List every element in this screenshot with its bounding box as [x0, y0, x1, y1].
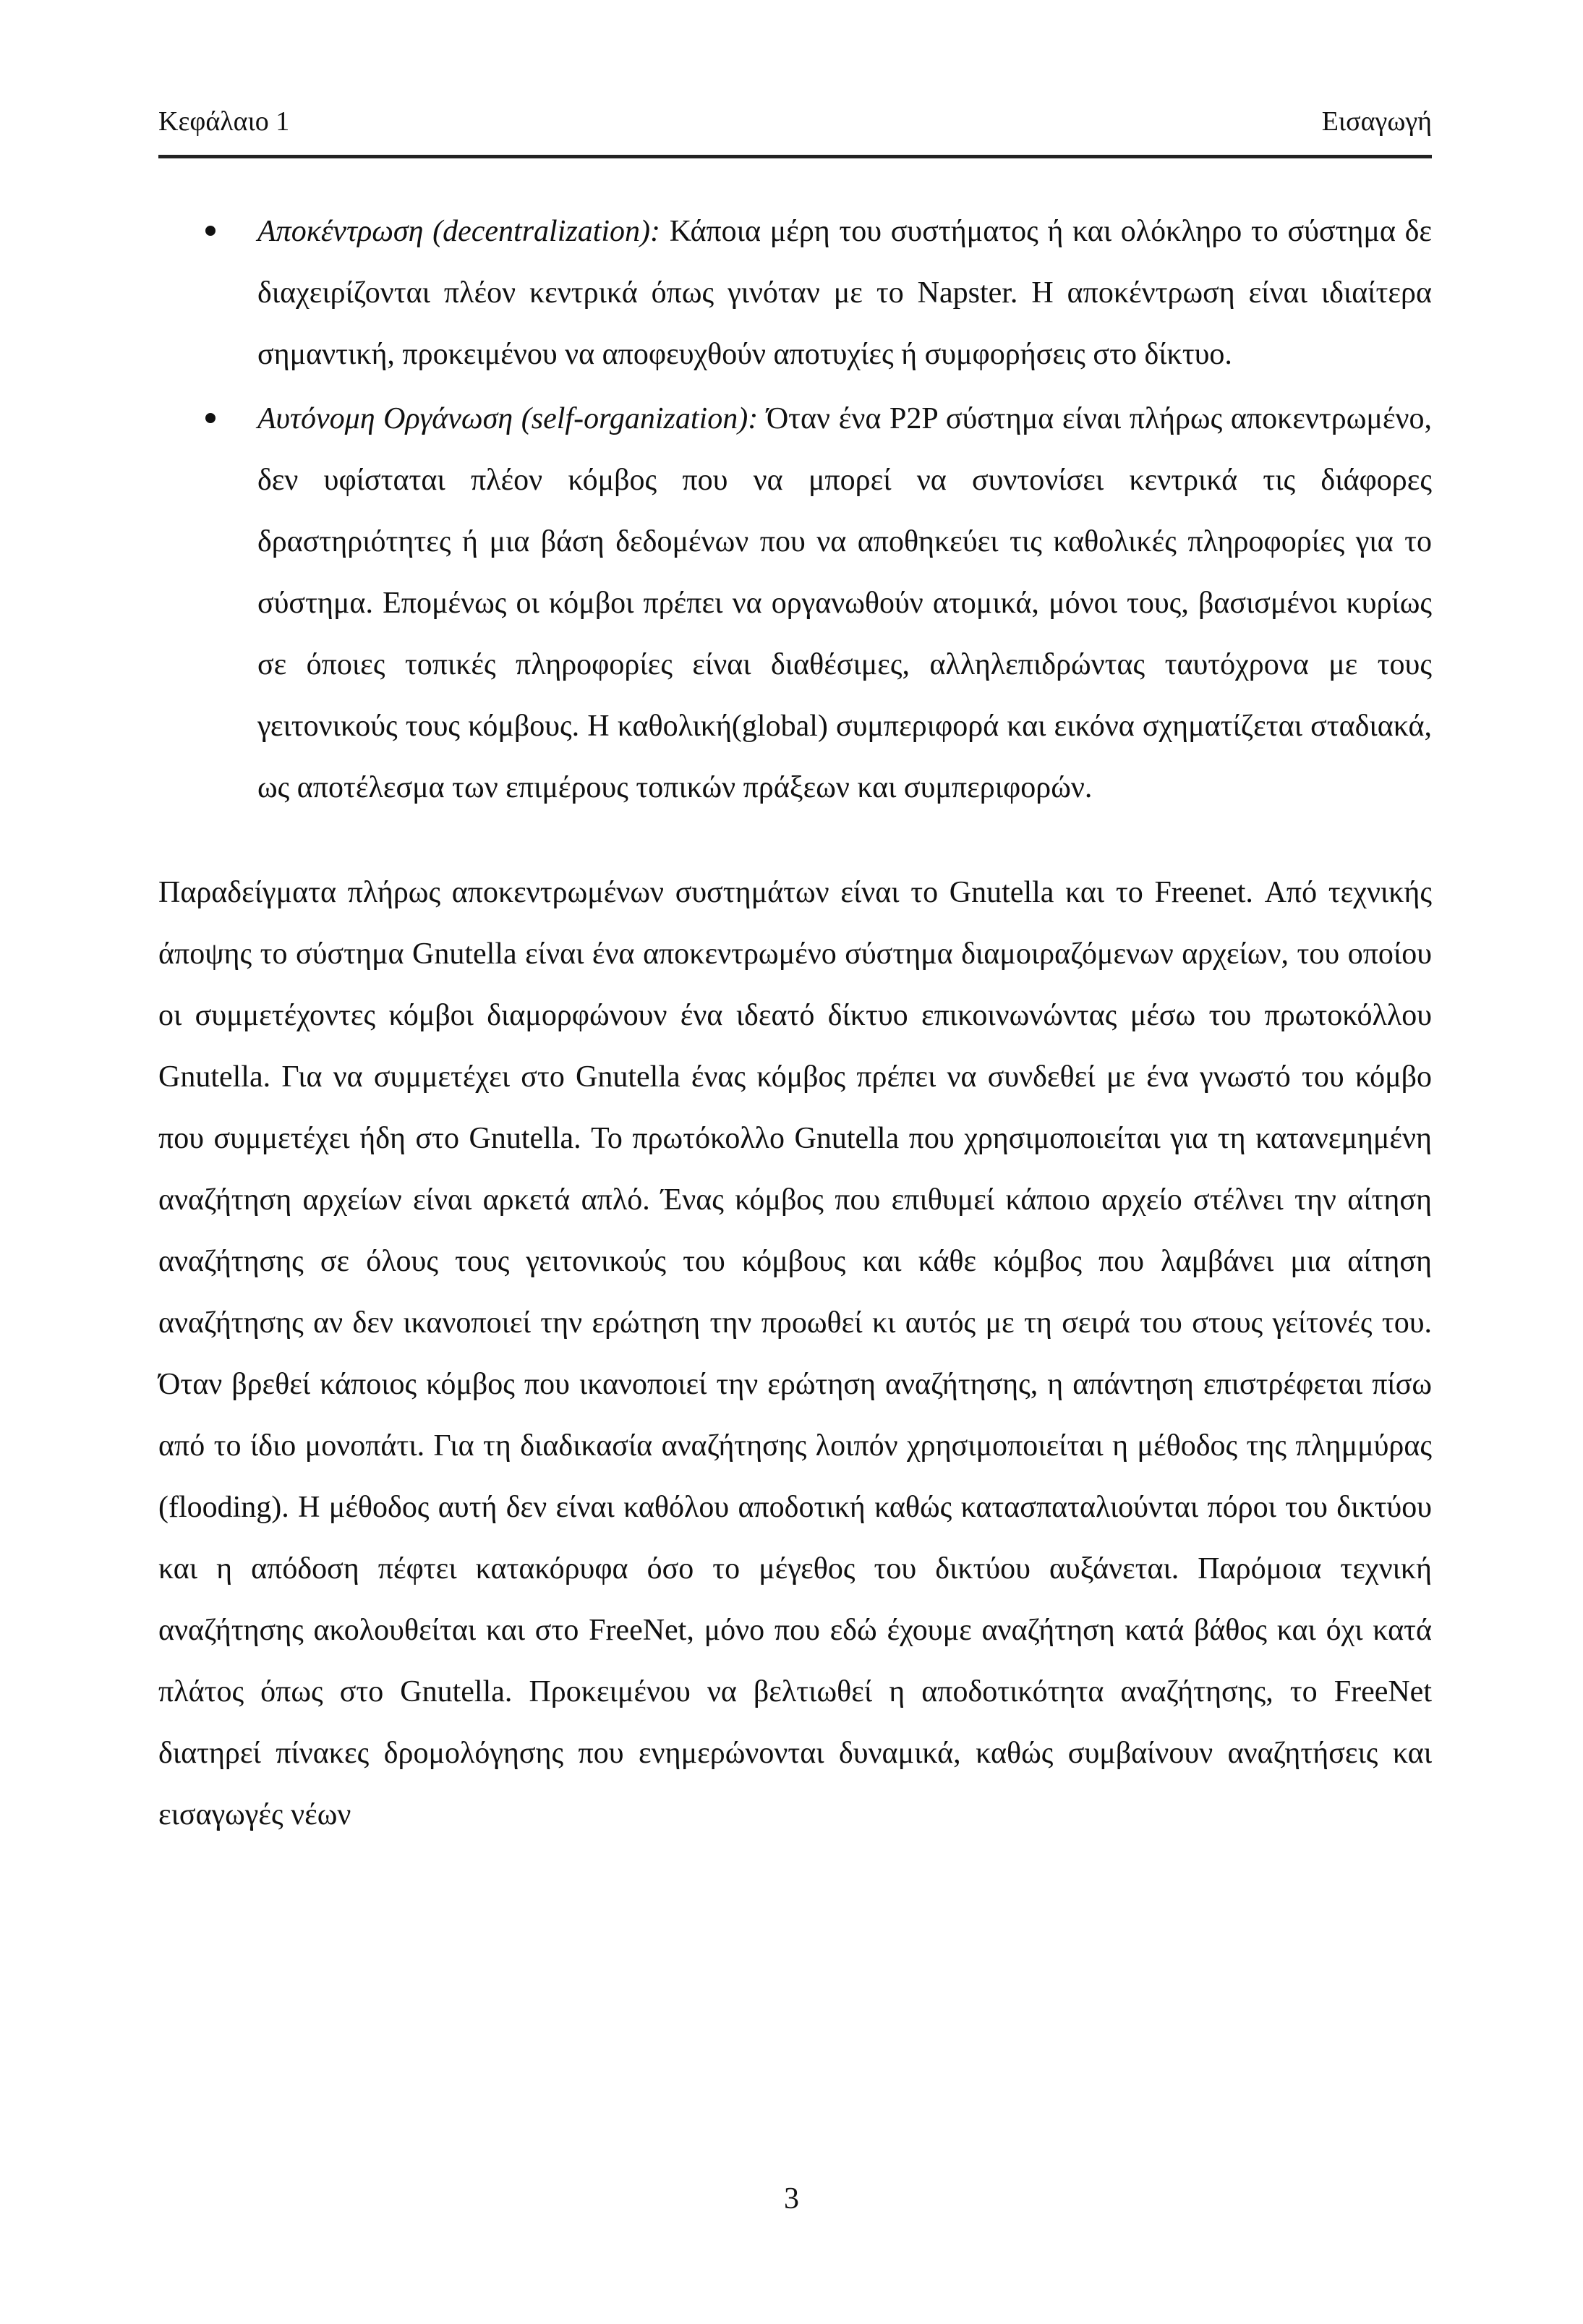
list-item-self-organization: [158, 388, 1432, 819]
definition-decentralization: Κάποια μέρη του συστήματος ή και ολόκληρο το σύστημα δε διαχειρίζονται πλέον κεντρικά όπως γινόταν με το Napster. Η αποκέντρωση είναι ιδιαίτερα σημαντική, προκειμένου να αποφευχθούν αποτυχίες ή συμφορήσεις στο δίκτυο.: [257, 215, 1432, 371]
bullet-icon: [205, 413, 216, 423]
term-self-organization: Αυτόνομη Οργάνωση (self-organization):: [257, 402, 759, 435]
definition-list: [158, 201, 1432, 819]
page-body: [158, 201, 1432, 1846]
section-label: Εισαγωγή: [1321, 106, 1432, 137]
bullet-icon: [205, 226, 216, 236]
running-header: [158, 100, 1432, 143]
body-paragraph: Παραδείγματα πλήρως αποκεντρωμένων συστημάτων είναι το Gnutella και το Freenet. Από τεχνικής άποψης το σύστημα Gnutella είναι ένα αποκεντρωμένο σύστημα διαμοιραζόμενων αρχείων, του οποίου οι συμμετέχοντες κόμβοι διαμορφώνουν ένα ιδεατό δίκτυο επικοινωνώντας μέσω του πρωτοκόλλου Gnutella. Για να συμμετέχει στο Gnutella ένας κόμβος πρέπει να συνδεθεί με ένα γνωστό του κόμβο που συμμετέχει ήδη στο Gnutella. Το πρωτόκολλο Gnutella που χρησιμοποιείται για τη κατανεμημένη αναζήτηση αρχείων είναι αρκετά απλό. Ένας κόμβος που επιθυμεί κάποιο αρχείο στέλνει την αίτηση αναζήτησης σε όλους τους γειτονικούς του κόμβους και κάθε κόμβος που λαμβάνει μια αίτηση αναζήτησης αν δεν ικανοποιεί την ερώτηση την προωθεί κι αυτός με τη σειρά του στους γείτονές του. Όταν βρεθεί κάποιος κόμβος που ικανοποιεί την ερώτηση αναζήτησης, η απάντηση επιστρέφεται πίσω από το ίδιο μονοπάτι. Για τη διαδικασία αναζήτησης λοιπόν χρησιμοποιείται η μέθοδος της πλημμύρας (flooding). Η μέθοδος αυτή δεν είναι καθόλου αποδοτική καθώς κατασπαταλιούνται πόροι του δικτύου και η απόδοση πέφτει κατακόρυφα όσο το μέγεθος του δικτύου αυξάνεται. Παρόμοια τεχνική αναζήτησης ακολουθείται και στο FreeNet, μόνο που εδώ έχουμε αναζήτηση κατά βάθος και όχι κατά πλάτος όπως στο Gnutella. Προκειμένου να βελτιωθεί η αποδοτικότητα αναζήτησης, το FreeNet διατηρεί πίνακες δρομολόγησης που ενημερώνονται δυναμικά, καθώς συμβαίνουν αναζητήσεις και εισαγωγές νέων: [158, 876, 1432, 1831]
term-decentralization: Αποκέντρωση (decentralization):: [257, 215, 661, 248]
list-item-decentralization: [158, 201, 1432, 386]
definition-self-organization: Όταν ένα P2P σύστημα είναι πλήρως αποκεντρωμένο, δεν υφίσταται πλέον κόμβος που να μπορεί να συντονίσει κεντρικά τις διάφορες δραστηριότητες ή μια βάση δεδομένων που να αποθηκεύει τις καθολικές πληροφορίες για το σύστημα. Επομένως οι κόμβοι πρέπει να οργανωθούν ατομικά, μόνοι τους, βασισμένοι κυρίως σε όποιες τοπικές πληροφορίες είναι διαθέσιμες, αλληλεπιδρώντας ταυτόχρονα με τους γειτονικούς τους κόμβους. Η καθολική(global) συμπεριφορά και εικόνα σχηματίζεται σταδιακά, ως αποτέλεσμα των επιμέρους τοπικών πράξεων και συμπεριφορών.: [257, 402, 1432, 804]
page-number: 3: [784, 2182, 799, 2216]
header-divider: [158, 155, 1432, 158]
chapter-label: Κεφάλαιο 1: [158, 106, 290, 137]
